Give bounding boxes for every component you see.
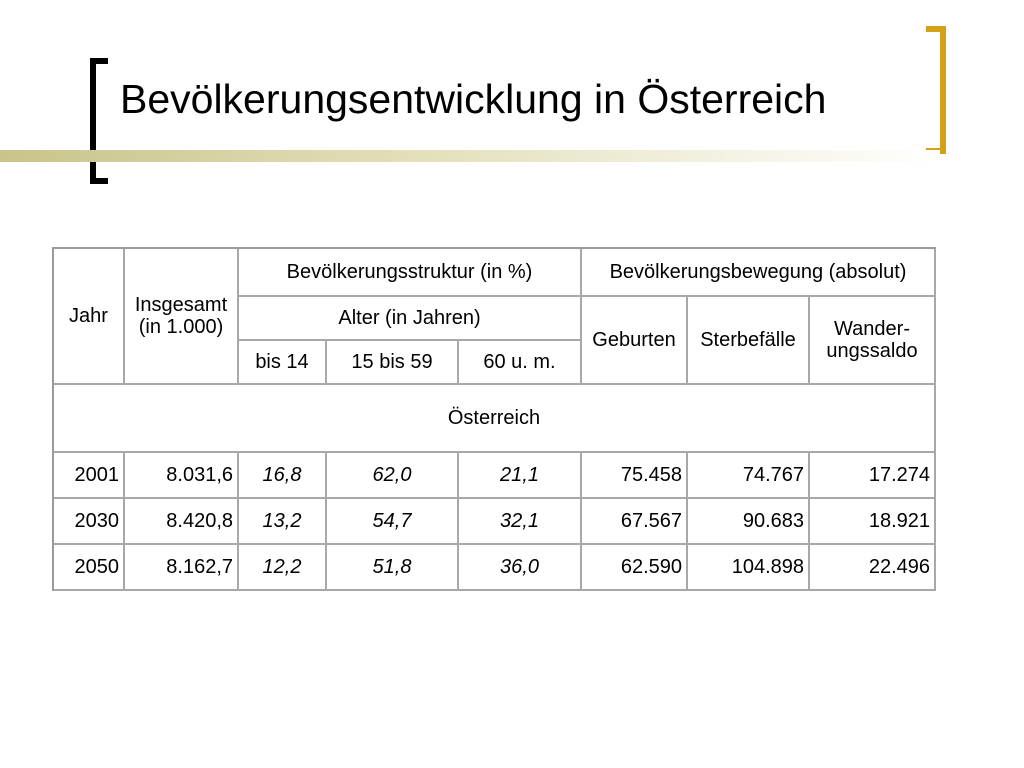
cell-insgesamt: 8.162,7: [125, 545, 239, 591]
header-insgesamt: [125, 249, 239, 385]
header-wander-line1: Wander-: [834, 318, 910, 340]
right-bracket-decoration: [926, 26, 946, 154]
table-row: [54, 453, 936, 499]
cell-15-bis-59: 62,0: [327, 453, 459, 499]
header-15-bis-59: 15 bis 59: [327, 341, 459, 385]
cell-insgesamt: 8.420,8: [125, 499, 239, 545]
cell-15-bis-59: 54,7: [327, 499, 459, 545]
cell-jahr: 2001: [54, 453, 125, 499]
header-bis14: bis 14: [239, 341, 327, 385]
cell-geburten: 67.567: [582, 499, 688, 545]
cell-60-u-m: 32,1: [459, 499, 582, 545]
header-insgesamt-line1: Insgesamt: [134, 294, 228, 316]
slide-title: Bevölkerungsentwicklung in Österreich: [120, 76, 827, 122]
cell-geburten: 62.590: [582, 545, 688, 591]
header-alter: Alter (in Jahren): [239, 297, 582, 341]
cell-60-u-m: 36,0: [459, 545, 582, 591]
cell-jahr: 2030: [54, 499, 125, 545]
cell-wanderungssaldo: 17.274: [810, 453, 936, 499]
table-row: [54, 499, 936, 545]
header-sterbefaelle: Sterbefälle: [688, 297, 810, 385]
cell-bis14: 16,8: [239, 453, 327, 499]
cell-sterbefaelle: 104.898: [688, 545, 810, 591]
cell-wanderungssaldo: 18.921: [810, 499, 936, 545]
cell-sterbefaelle: 74.767: [688, 453, 810, 499]
cell-15-bis-59: 51,8: [327, 545, 459, 591]
header-wander-line2: ungssaldo: [826, 340, 918, 362]
cell-sterbefaelle: 90.683: [688, 499, 810, 545]
header-60-u-m: 60 u. m.: [459, 341, 582, 385]
left-bracket-decoration: [90, 58, 108, 184]
header-bevoelkerungsstruktur: Bevölkerungsstruktur (in %): [239, 249, 582, 297]
header-wanderungssaldo: [810, 297, 936, 385]
header-insgesamt-line2: (in 1.000): [138, 316, 224, 338]
cell-bis14: 12,2: [239, 545, 327, 591]
population-table: [52, 247, 936, 591]
section-label-oesterreich: Österreich: [54, 385, 936, 453]
header-bevoelkerungsbewegung: Bevölkerungsbewegung (absolut): [582, 249, 936, 297]
cell-wanderungssaldo: 22.496: [810, 545, 936, 591]
cell-geburten: 75.458: [582, 453, 688, 499]
cell-bis14: 13,2: [239, 499, 327, 545]
header-geburten: Geburten: [582, 297, 688, 385]
title-underline-bar: [0, 150, 940, 162]
header-jahr: Jahr: [54, 249, 125, 385]
table-row: [54, 545, 936, 591]
cell-60-u-m: 21,1: [459, 453, 582, 499]
cell-insgesamt: 8.031,6: [125, 453, 239, 499]
cell-jahr: 2050: [54, 545, 125, 591]
